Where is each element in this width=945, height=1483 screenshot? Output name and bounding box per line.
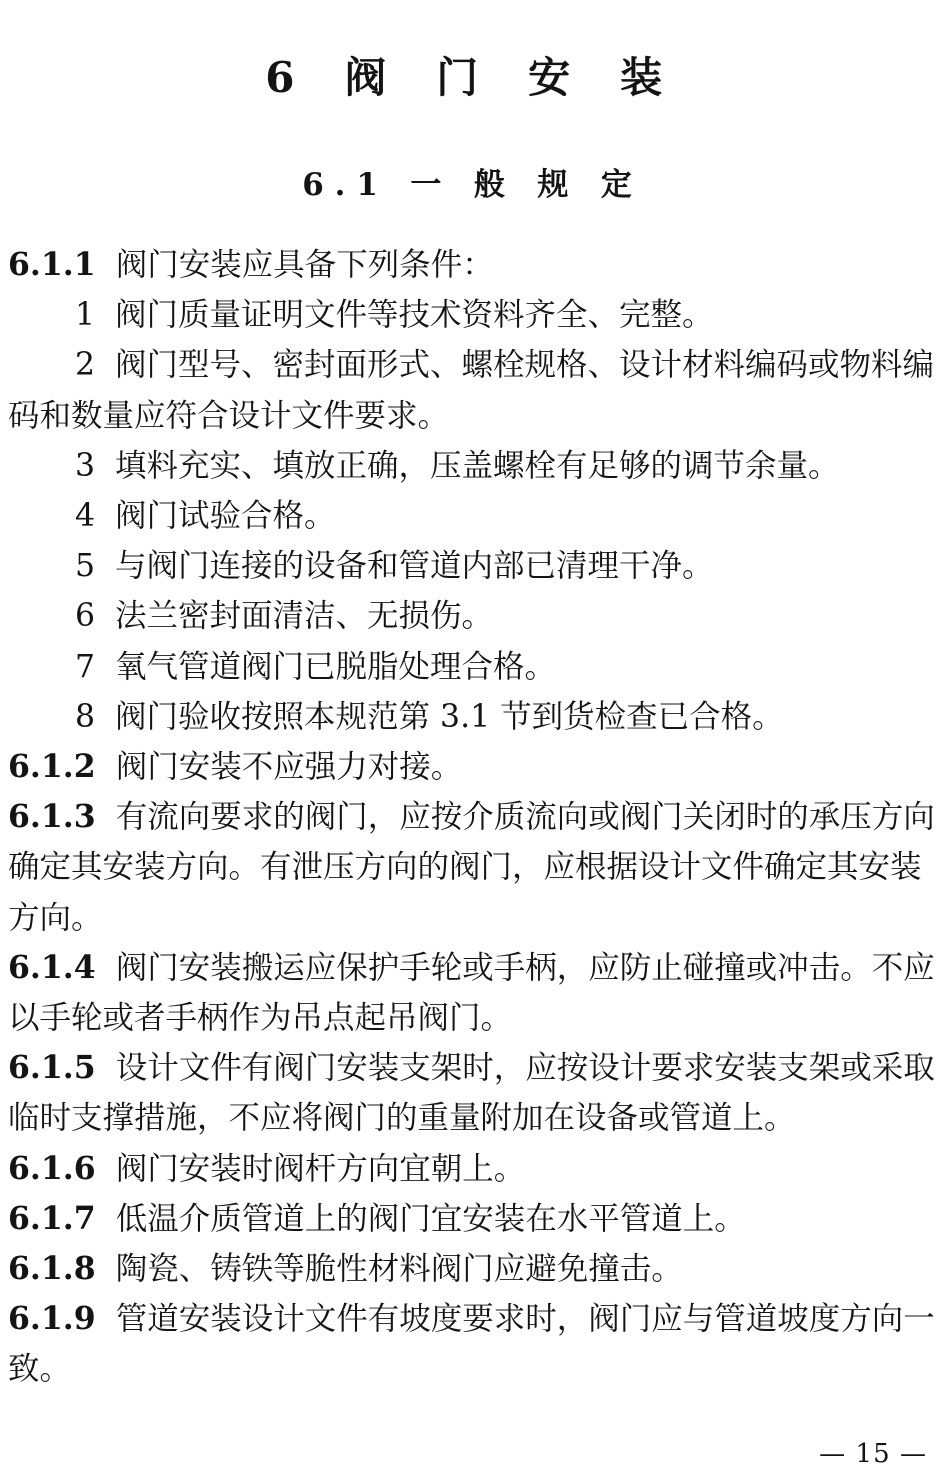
list-item [8, 692, 938, 742]
item-text: 阀门质量证明文件等技术资料齐全、完整。 [115, 297, 714, 334]
list-item [8, 441, 938, 491]
item-number: 1 [75, 297, 96, 334]
page-number: — 15 — [819, 1439, 927, 1469]
item-number: 2 [75, 347, 96, 384]
item-text: 阀门验收按照本规范第 3.1 节到货检查已合格。 [115, 698, 784, 735]
clause-number: 6.1.1 [8, 246, 96, 283]
clause-text: 管道安装设计文件有坡度要求时，阀门应与管道坡度方向一致。 [8, 1301, 935, 1388]
item-text: 阀门型号、密封面形式、螺栓规格、设计材料编码或物料编码和数量应符合设计文件要求。 [8, 347, 935, 434]
clause-number: 6.1.3 [8, 798, 96, 836]
clause-text: 阀门安装不应强力对接。 [115, 749, 463, 786]
clause-number: 6.1.2 [8, 748, 96, 786]
item-text: 与阀门连接的设备和管道内部已清理干净。 [115, 548, 714, 585]
clause-text: 有流向要求的阀门，应按介质流向或阀门关闭时的承压方向确定其安装方向。有泄压方向的阀门，应根据设计文件确定其安装方向。 [8, 799, 935, 936]
clause-text: 低温介质管道上的阀门宜安装在水平管道上。 [115, 1200, 746, 1237]
clause-6-1-4 [8, 943, 938, 1043]
item-number: 4 [75, 498, 96, 535]
clause-number: 6.1.8 [8, 1250, 96, 1288]
clause-6-1-9 [8, 1294, 938, 1394]
body-text [8, 240, 938, 1395]
clause-text: 陶瓷、铸铁等脆性材料阀门应避免撞击。 [115, 1251, 683, 1288]
clause-6-1-3 [8, 792, 938, 943]
clause-6-1-1 [8, 240, 938, 290]
clause-text: 设计文件有阀门安装支架时，应按设计要求安装支架或采取临时支撑措施，不应将阀门的重量附加在设备或管道上。 [8, 1050, 935, 1137]
item-text: 法兰密封面清洁、无损伤。 [115, 598, 494, 635]
item-number: 3 [75, 447, 96, 484]
clause-6-1-6 [8, 1144, 938, 1194]
clause-number: 6.1.9 [8, 1300, 96, 1338]
clause-text: 阀门安装应具备下列条件： [115, 247, 494, 283]
clause-number: 6.1.7 [8, 1199, 96, 1237]
section-title: 6.1 一 般 规 定 [302, 167, 643, 203]
clause-6-1-7 [8, 1194, 938, 1244]
clause-text: 阀门安装搬运应保护手轮或手柄，应防止碰撞或冲击。不应以手轮或者手柄作为吊点起吊阀门。 [8, 949, 935, 1037]
clause-text: 阀门安装时阀杆方向宜朝上。 [115, 1150, 526, 1187]
clause-number: 6.1.5 [8, 1049, 96, 1087]
clause-6-1-5 [8, 1043, 938, 1143]
item-number: 5 [75, 548, 96, 585]
clause-6-1-8 [8, 1244, 938, 1294]
list-item [8, 290, 938, 340]
item-text: 填料充实、填放正确，压盖螺栓有足够的调节余量。 [115, 447, 840, 484]
list-item [8, 340, 938, 440]
list-item [8, 541, 938, 591]
chapter-title: 6 阀 门 安 装 [265, 53, 680, 102]
list-item [8, 642, 938, 692]
clause-6-1-2 [8, 742, 938, 792]
clause-number: 6.1.4 [8, 948, 96, 986]
clause-number: 6.1.6 [8, 1149, 96, 1187]
list-item [8, 591, 938, 641]
list-item [8, 491, 938, 541]
item-number: 8 [75, 698, 96, 735]
item-text: 阀门试验合格。 [115, 498, 336, 535]
item-number: 6 [75, 598, 96, 635]
item-text: 氧气管道阀门已脱脂处理合格。 [115, 648, 557, 685]
item-number: 7 [75, 648, 96, 685]
